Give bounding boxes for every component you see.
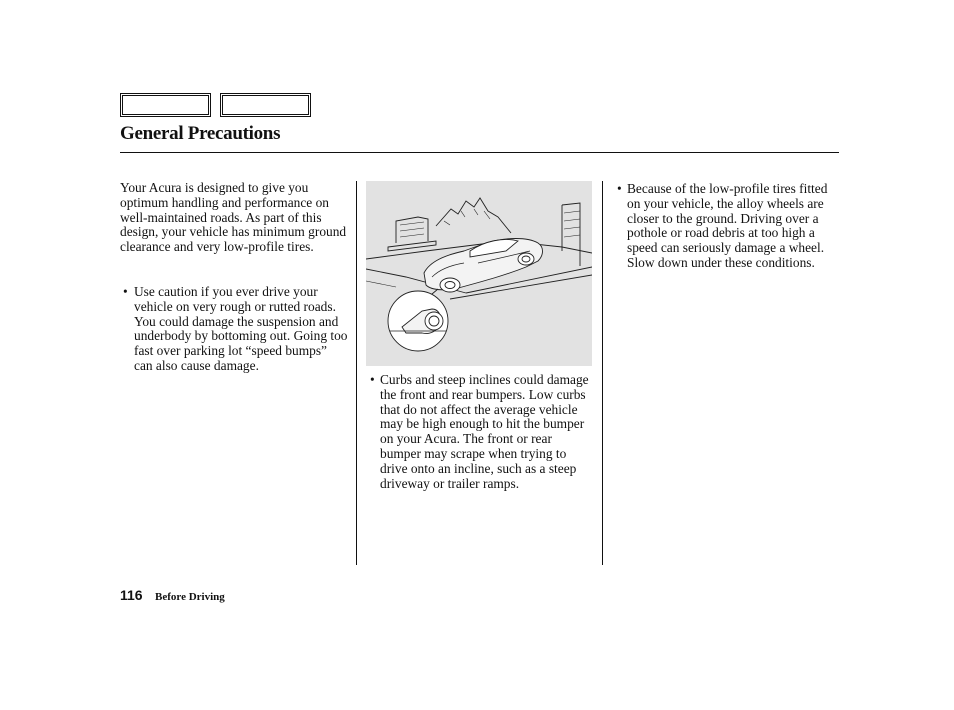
section-name: Before Driving [155, 591, 225, 603]
rough-roads-bullet: Use caution if you ever drive your vehicle on very rough or rutted roads. You could damage the suspension and underbody by bottoming out. Going too fast over parking lot “speed bumps” can also cause damage. [134, 284, 348, 373]
column-divider [356, 181, 357, 565]
low-profile-tires-bullet: Because of the low-profile tires fitted on your vehicle, the alloy wheels are closer to the ground. Driving over a pothole or road debris at too high a speed can seriously damage a wheel. Slow down under these conditions. [627, 181, 828, 270]
bullet-symbol: • [123, 284, 128, 299]
title-rule [120, 152, 839, 153]
curbs-inclines-bullet: Curbs and steep inclines could damage the front and rear bumpers. Low curbs that do not affect the average vehicle may be high enough to hit the bumper on your Acura. The front or rear bumper may scrape when trying to drive onto an incline, such as a steep driveway or trailer ramps. [380, 372, 589, 491]
page-number: 116 [120, 587, 143, 603]
next-page-button[interactable] [220, 93, 311, 117]
page-title: General Precautions [120, 123, 281, 144]
previous-page-button[interactable] [120, 93, 211, 117]
sports-car-curb-drawing [366, 181, 592, 366]
column-divider [602, 181, 603, 565]
bullet-symbol: • [617, 181, 622, 196]
intro-paragraph: Your Acura is designed to give you optimum handling and performance on well-maintained roads. As part of this design, your vehicle has minimum ground clearance and very low-profile tires. [120, 180, 347, 255]
low-clearance-illustration [366, 181, 592, 366]
bullet-symbol: • [370, 372, 375, 387]
